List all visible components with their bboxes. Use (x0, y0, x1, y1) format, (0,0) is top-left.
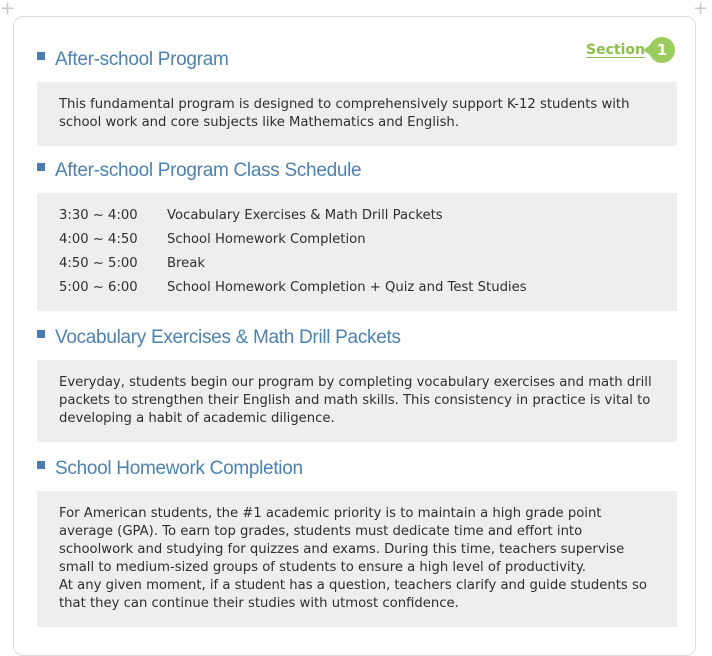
schedule-time: 5:00 ~ 6:00 (59, 280, 138, 295)
block-homework-completion (37, 457, 677, 627)
paragraph: This fundamental program is designed to comprehensively support K-12 students with school work and core subjects like Mathematics and English. (59, 97, 630, 130)
section-heading (37, 159, 677, 183)
section-title: School Homework Completion (55, 458, 303, 479)
schedule-time: 3:30 ~ 4:00 (59, 208, 138, 223)
content-card (13, 16, 696, 656)
schedule-time: 4:50 ~ 5:00 (59, 256, 138, 271)
block-after-school-program (37, 48, 677, 146)
paragraph: For American students, the #1 academic priority is to maintain a high grade point average (GPA). To earn top grades, students must dedicate time and effort into schoolwork and studying for quizzes and exams. During this time, teachers supervise small to medium-sized groups of students to ensure a high level of productivity. (59, 506, 625, 575)
schedule-row (59, 228, 657, 252)
square-bullet-icon (37, 52, 45, 60)
schedule-time: 4:00 ~ 4:50 (59, 232, 138, 247)
schedule-panel (37, 193, 677, 311)
schedule-activity: School Homework Completion (167, 232, 366, 247)
block-vocabulary-math (37, 326, 677, 442)
schedule-activity: Break (167, 256, 206, 271)
square-bullet-icon (37, 330, 45, 338)
description-panel (37, 491, 677, 627)
schedule-activity: Vocabulary Exercises & Math Drill Packets (167, 208, 443, 223)
corner-mark-icon: + (693, 0, 709, 19)
section-number-badge: 1 (649, 37, 675, 63)
corner-mark-icon: + (0, 0, 16, 19)
description-panel (37, 360, 677, 442)
description-panel (37, 82, 677, 146)
schedule-row (59, 252, 657, 276)
section-title: Vocabulary Exercises & Math Drill Packets (55, 327, 401, 348)
section-heading (37, 326, 677, 350)
square-bullet-icon (37, 163, 45, 171)
schedule-row (59, 204, 657, 228)
paragraph: Everyday, students begin our program by completing vocabulary exercises and math drill packets to strengthen their English and math skills. This consistency in practice is vital to developing a habit of academic diligence. (59, 375, 652, 426)
section-heading (37, 457, 677, 481)
schedule-activity: School Homework Completion + Quiz and Test Studies (167, 280, 527, 295)
paragraph: At any given moment, if a student has a question, teachers clarify and guide students so that they can continue their studies with utmost confidence. (59, 578, 647, 611)
section-title: After-school Program Class Schedule (55, 160, 362, 181)
section-label[interactable]: Section (586, 42, 645, 58)
section-title: After-school Program (55, 49, 229, 70)
section-heading (37, 48, 677, 72)
square-bullet-icon (37, 461, 45, 469)
block-class-schedule (37, 159, 677, 311)
schedule-row (59, 276, 657, 300)
